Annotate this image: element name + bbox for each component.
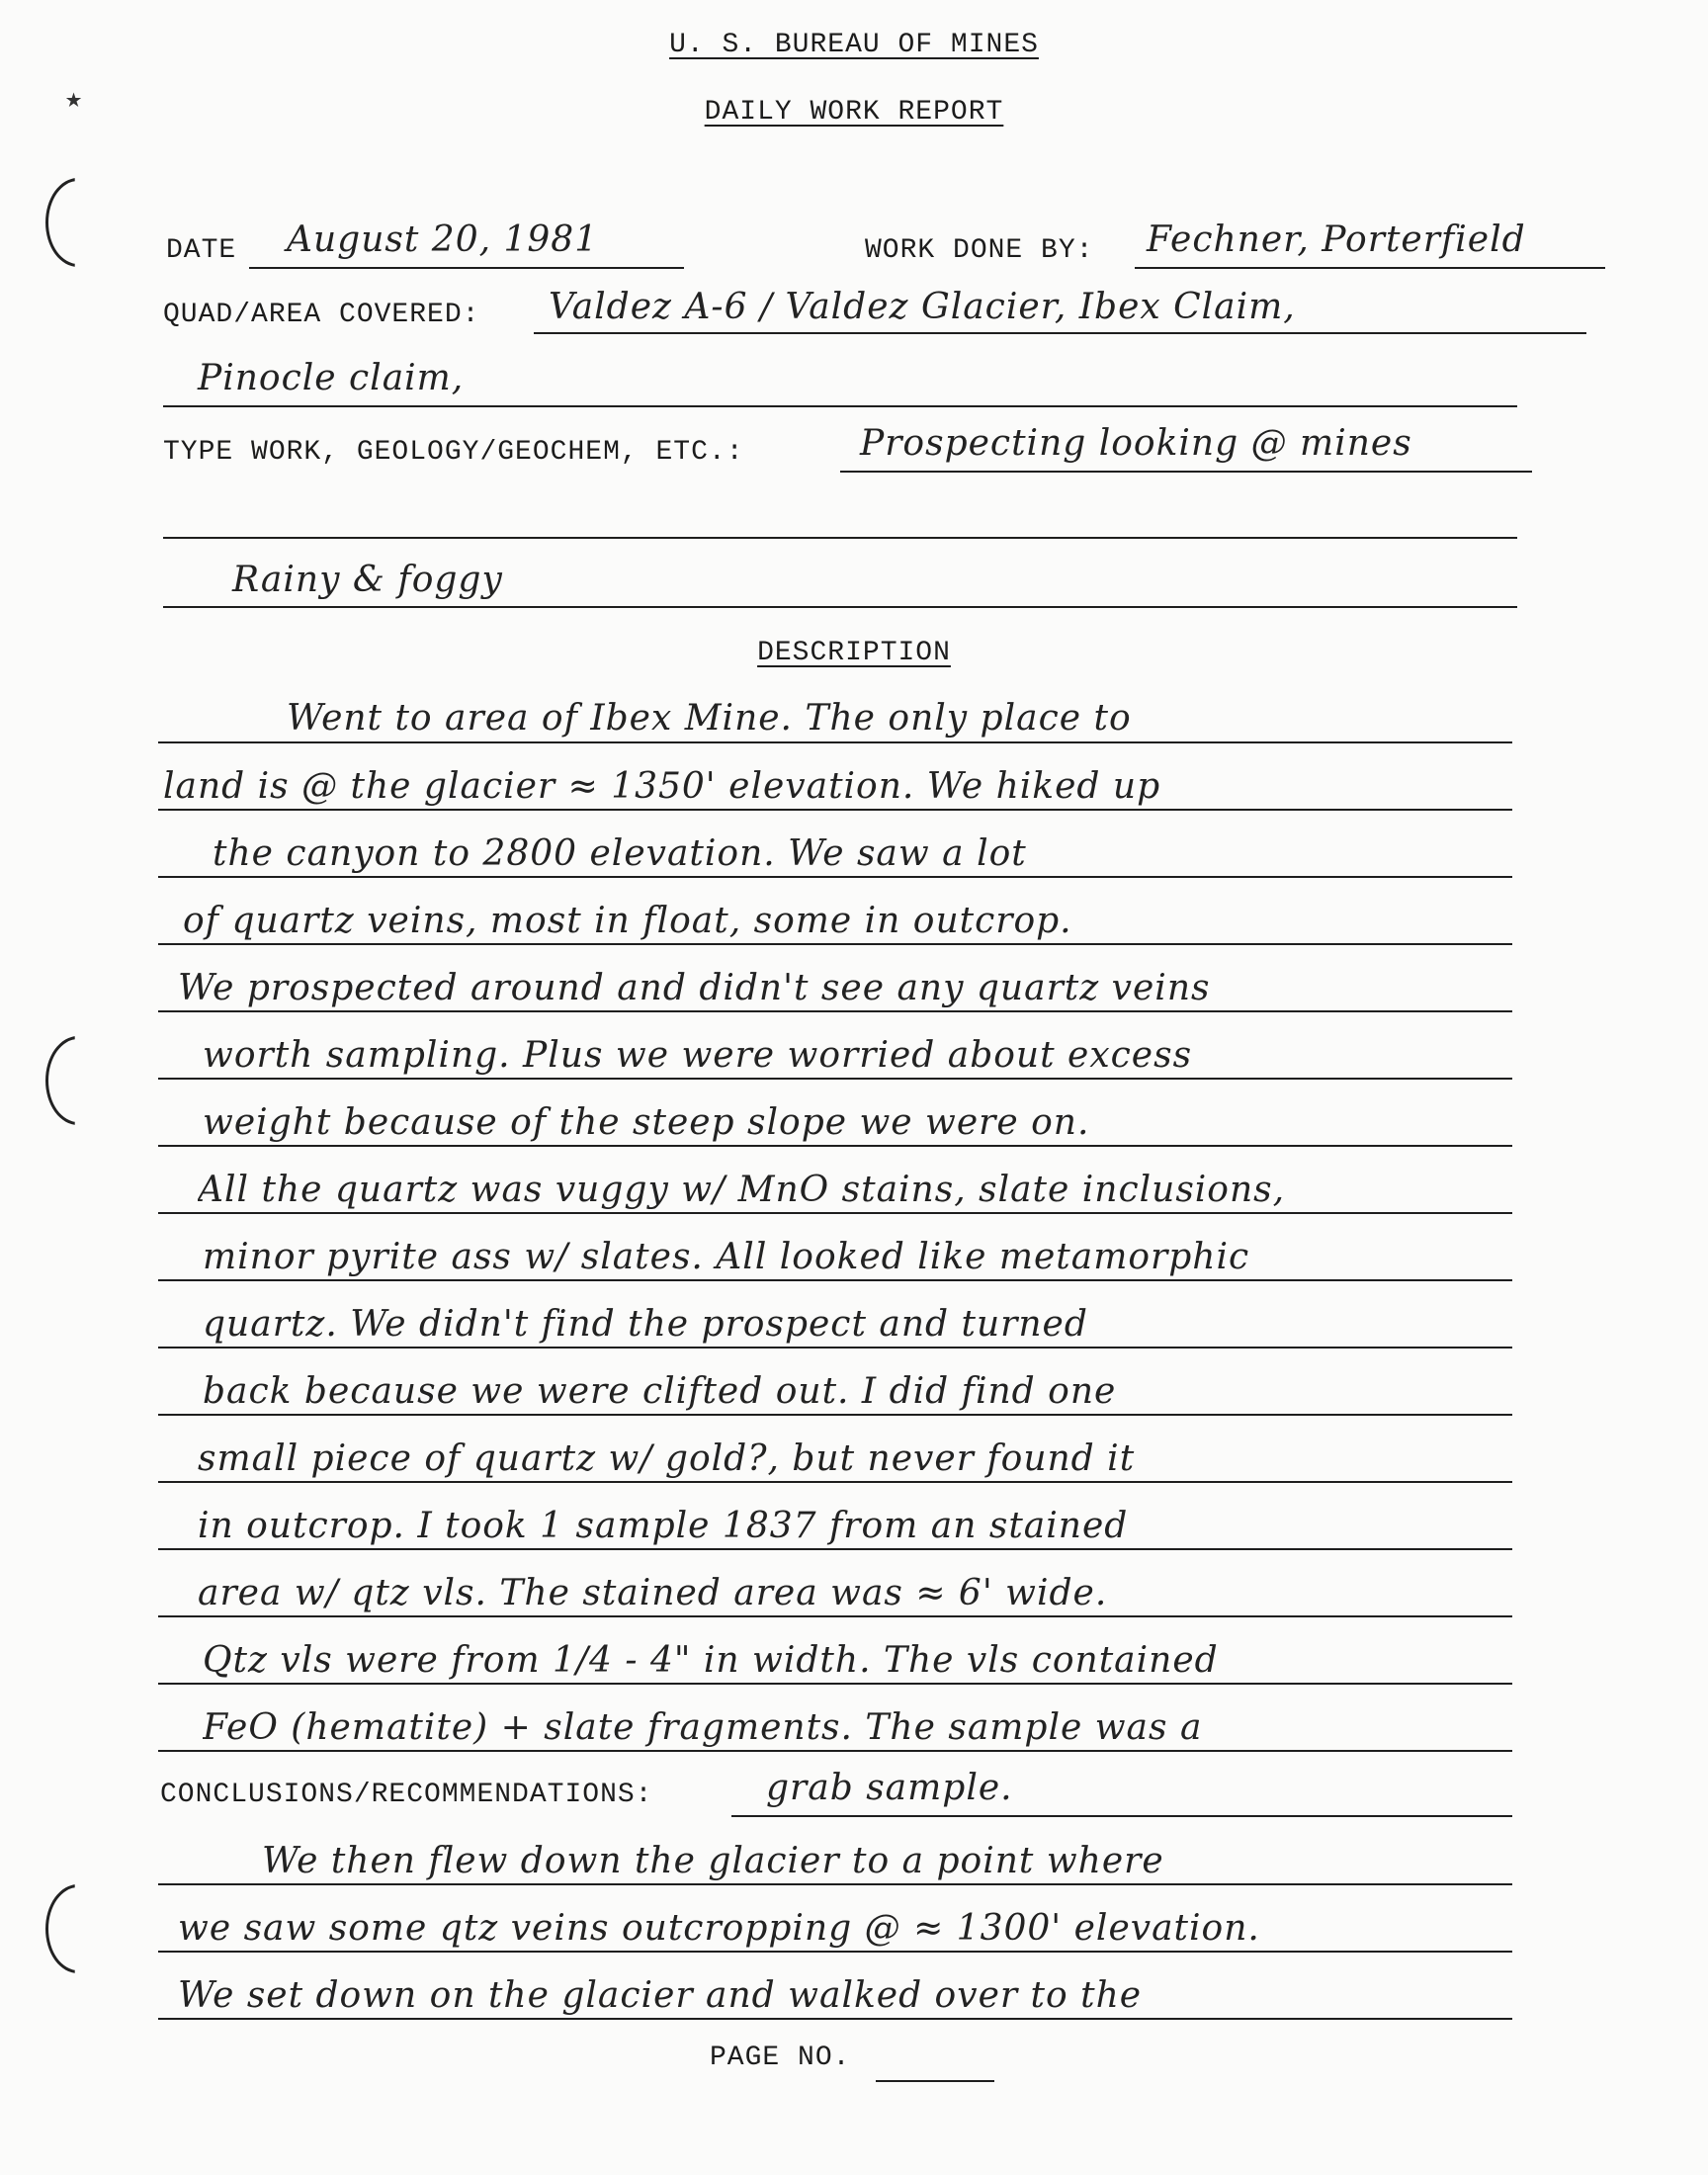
description-rule [158,1010,1512,1012]
pencil-mark: ⋆ [61,77,87,123]
description-line: worth sampling. Plus we were worried about excess [203,1035,1193,1076]
description-rule [158,741,1512,743]
form-title: DAILY WORK REPORT [704,97,1004,128]
type-work-value: Prospecting looking @ mines [860,423,1412,464]
description-line: back because we were clifted out. I did find one [203,1371,1117,1412]
agency-title: U. S. BUREAU OF MINES [669,30,1039,60]
weather-value: Rainy & foggy [232,560,503,600]
description-rule [158,1414,1512,1416]
description-rule [158,1145,1512,1147]
date-value: August 20, 1981 [287,219,599,260]
description-line: weight because of the steep slope we were on. [203,1102,1090,1143]
description-line: minor pyrite ass w/ slates. All looked like metamorphic [203,1237,1250,1277]
conclusions-first-value: grab sample. [766,1768,1013,1808]
description-rule [158,1212,1512,1214]
description-line: Qtz vls were from 1/4 - 4" in width. The vls contained [203,1640,1219,1681]
quad-area-continuation-line [163,405,1517,407]
quad-area-underline [534,332,1586,334]
description-line: of quartz veins, most in float, some in outcrop. [183,901,1072,941]
description-line: the canyon to 2800 elevation. We saw a lot [213,833,1027,874]
description-rule [158,1279,1512,1281]
punch-hole-top [45,178,111,267]
weather-line [163,606,1517,608]
description-line: area w/ qtz vls. The stained area was ≈ 6' wide. [198,1573,1108,1613]
description-line: quartz. We didn't find the prospect and turned [203,1304,1088,1345]
conclusions-underline [731,1815,1512,1817]
description-heading: DESCRIPTION [757,638,951,668]
work-done-by-value: Fechner, Porterfield [1147,219,1526,260]
date-label: DATE [166,235,237,266]
description-line: We prospected around and didn't see any quartz veins [178,968,1211,1008]
description-line: land is @ the glacier ≈ 1350' elevation. We hiked up [163,766,1161,807]
punch-hole-bottom [45,1884,111,1973]
description-line: small piece of quartz w/ gold?, but never found it [198,1438,1136,1479]
quad-area-label: QUAD/AREA COVERED: [163,300,480,330]
description-rule [158,1615,1512,1617]
quad-area-value: Valdez A-6 / Valdez Glacier, Ibex Claim, [549,287,1296,327]
description-line: Went to area of Ibex Mine. The only place to [287,698,1132,739]
conclusions-line: we saw some qtz veins outcropping @ ≈ 1300' elevation. [178,1908,1260,1949]
quad-area-value-continued: Pinocle claim, [198,358,465,398]
description-rule [158,1750,1512,1752]
date-underline [249,267,684,269]
description-rule [158,1481,1512,1483]
description-rule [158,1078,1512,1080]
description-rule [158,809,1512,811]
conclusions-rule [158,2018,1512,2020]
conclusions-line: We then flew down the glacier to a point where [262,1841,1164,1881]
type-work-underline [840,471,1532,473]
description-rule [158,876,1512,878]
description-rule [158,1683,1512,1685]
page-number-label: PAGE NO. [710,2043,851,2073]
conclusions-rule [158,1951,1512,1953]
type-work-blank-line [163,537,1517,539]
conclusions-line: We set down on the glacier and walked over to the [178,1975,1143,2016]
description-rule [158,1347,1512,1348]
work-done-by-label: WORK DONE BY: [865,235,1094,266]
conclusions-label: CONCLUSIONS/RECOMMENDATIONS: [160,1780,653,1810]
description-rule [158,1548,1512,1550]
description-rule [158,943,1512,945]
page-number-blank [876,2080,994,2082]
type-work-label: TYPE WORK, GEOLOGY/GEOCHEM, ETC.: [163,437,744,468]
punch-hole-middle [45,1036,111,1125]
description-line: All the quartz was vuggy w/ MnO stains, slate inclusions, [198,1170,1286,1210]
description-line: FeO (hematite) + slate fragments. The sample was a [203,1707,1203,1748]
work-done-by-underline [1135,267,1605,269]
conclusions-rule [158,1883,1512,1885]
description-line: in outcrop. I took 1 sample 1837 from an stained [198,1506,1129,1546]
